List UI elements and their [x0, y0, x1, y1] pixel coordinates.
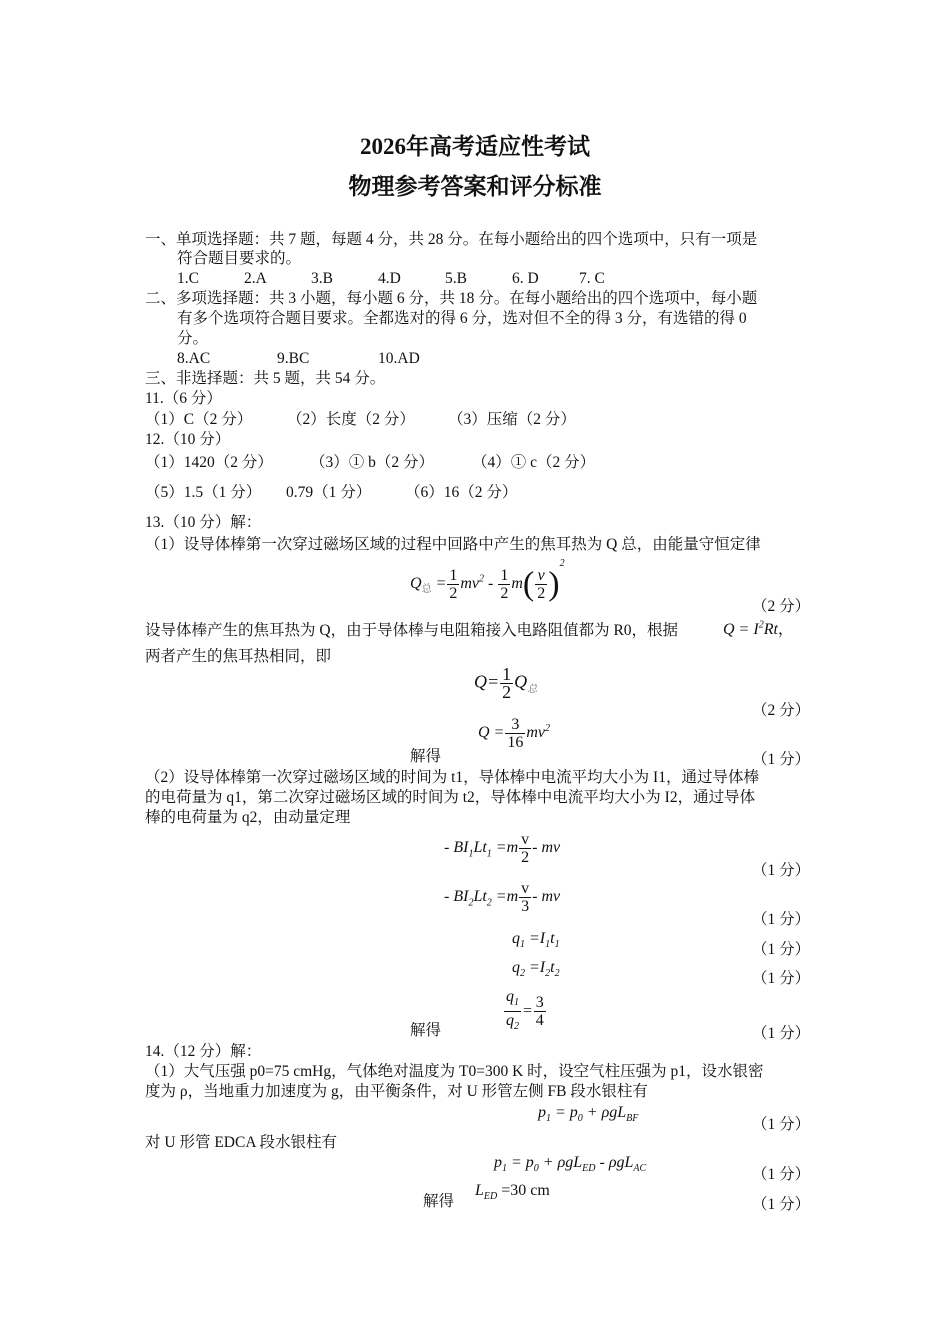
q12-answer-5: （5）1.5（1 分） — [145, 484, 262, 501]
section2-answer-10: 10.AD — [378, 350, 420, 367]
title-line1: 2026年高考适应性考试 — [360, 134, 590, 159]
q13-heading: 13.（10 分）解： — [145, 514, 262, 531]
q14-paragraph-2: 度为 ρ，当地重力加速度为 g，由平衡条件，对 U 形管左侧 FB 段水银柱有 — [145, 1083, 648, 1100]
q13-equation-result: Q = $\frac{3}{16}$ $mv^2$ — [478, 716, 551, 751]
score-q13-7: （1 分） — [752, 970, 811, 987]
q13-solve-label-1: 解得 — [410, 748, 442, 765]
q14-equation-right-column: $p_1 = p_0 + \rho gL_{ED} - \rho gL_{AC}$ — [494, 1154, 647, 1175]
q13-paragraph-3: 两者产生的焦耳热相同，即 — [145, 648, 332, 665]
score-q13-6: （1 分） — [752, 941, 811, 958]
q11-heading: 11.（6 分） — [145, 390, 222, 407]
q13-equation-joule-law: $Q = I^2Rt$， — [723, 619, 794, 638]
score-q13-1: （2 分） — [752, 598, 811, 615]
section2-line1: 二、多项选择题：共 3 小题，每小题 6 分，共 18 分。在每小题给出的四个选项中，每小题 — [145, 290, 758, 307]
title-line2: 物理参考答案和评分标准 — [348, 174, 602, 199]
q13-solve-label-2: 解得 — [410, 1022, 442, 1039]
q13-equation-momentum-2: - $BI_2Lt_2 =m$ $\frac{v}{3}$ - mv — [444, 880, 561, 915]
q13-equation-momentum-1: - $BI_1Lt_1 =m$ $\frac{v}{2}$ - mv — [444, 831, 561, 866]
section1-answer-3: 3.B — [311, 270, 333, 287]
section1-line2: 符合题目要求的。 — [177, 250, 302, 267]
section1-answer-2: 2.A — [244, 270, 267, 287]
score-q13-3: （1 分） — [752, 751, 811, 768]
section3-heading: 三、非选择题：共 5 题，共 54 分。 — [145, 370, 386, 387]
section2-line3: 分。 — [177, 330, 209, 347]
section1-answer-6: 6. D — [512, 270, 539, 287]
q13-paragraph-4: （2）设导体棒第一次穿过磁场区域的时间为 t1，导体棒中电流平均大小为 I1，通过导体棒 — [145, 769, 759, 786]
score-q13-5: （1 分） — [752, 911, 811, 928]
q13-equation-charge-2: $q_2 =I_2t_2$ — [512, 959, 560, 980]
score-q13-4: （1 分） — [752, 862, 811, 879]
section1-answer-4: 4.D — [378, 270, 401, 287]
q14-result-value: =30 cm — [501, 1182, 550, 1199]
q14-heading: 14.（12 分）解： — [145, 1043, 262, 1060]
q13-equation-energy: $Q_总$ = $\frac{1}{2}$ $mv^2$ - $\frac{1}{2}$ m( $\frac{v}{2}$ )$^2$ — [410, 558, 565, 603]
q12-heading: 12.（10 分） — [145, 431, 231, 448]
q12-answer-1: （1）1420（2 分） — [145, 454, 273, 471]
q14-equation-left-column: $p_1 = p_0 + \rho gL_{BF}$ — [538, 1104, 639, 1125]
section1-answer-7: 7. C — [579, 270, 605, 287]
q14-equation-result: $L_{ED} =30$ cm — [475, 1182, 550, 1203]
q11-answer-3: （3）压缩（2 分） — [448, 411, 576, 428]
section2-answer-8: 8.AC — [177, 350, 211, 367]
q12-answer-3: （3）① b（2 分） — [310, 454, 435, 471]
q14-paragraph-1: （1）大气压强 p0=75 cmHg，气体绝对温度为 T0=300 K 时，设空气柱压强为 p1，设水银密 — [145, 1063, 764, 1080]
q13-equation-charge-1: $q_1 =I_1t_1$ — [512, 930, 560, 951]
q13-paragraph-5: 的电荷量为 q1，第二次穿过磁场区域的时间为 t2，导体棒中电流平均大小为 I2，通过导体 — [145, 789, 756, 806]
score-q14-3: （1 分） — [752, 1196, 811, 1213]
section1-line1: 一、单项选择题：共 7 题，每题 4 分，共 28 分。在每小题给出的四个选项中，只有一项是 — [145, 231, 758, 248]
q12-answer-5b: 0.79（1 分） — [286, 484, 372, 501]
section1-answer-1: 1.C — [177, 270, 199, 287]
score-q14-2: （1 分） — [752, 1166, 811, 1183]
score-q13-8: （1 分） — [752, 1025, 811, 1042]
q14-solve-label: 解得 — [423, 1193, 455, 1210]
score-q14-1: （1 分） — [752, 1116, 811, 1133]
q11-answer-1: （1）C（2 分） — [145, 411, 253, 428]
section2-answer-9: 9.BC — [277, 350, 310, 367]
q13-paragraph-2: 设导体棒产生的焦耳热为 Q，由于导体棒与电阻箱接入电路阻值都为 R0，根据 — [145, 622, 679, 639]
q13-paragraph-6: 棒的电荷量为 q2，由动量定理 — [145, 809, 351, 826]
section2-line2: 有多个选项符合题目要求。全都选对的得 6 分，选对但不全的得 3 分，有选错的得 0 — [177, 310, 747, 327]
q13-paragraph-1: （1）设导体棒第一次穿过磁场区域的过程中回路中产生的焦耳热为 Q 总，由能量守恒定律 — [145, 536, 761, 553]
q13-equation-ratio: $\frac{q_1}{q_2}$ = $\frac{3}{4}$ — [506, 988, 544, 1033]
section1-answer-5: 5.B — [445, 270, 467, 287]
q12-answer-6: （6）16（2 分） — [405, 484, 518, 501]
q11-answer-2: （2）长度（2 分） — [287, 411, 415, 428]
q13-equation-half: Q= $\frac{1}{2}$ $Q_总$ — [474, 664, 538, 702]
q12-answer-4: （4）① c（2 分） — [472, 454, 596, 471]
score-q13-2: （2 分） — [752, 702, 811, 719]
q14-paragraph-3: 对 U 形管 EDCA 段水银柱有 — [145, 1134, 338, 1151]
